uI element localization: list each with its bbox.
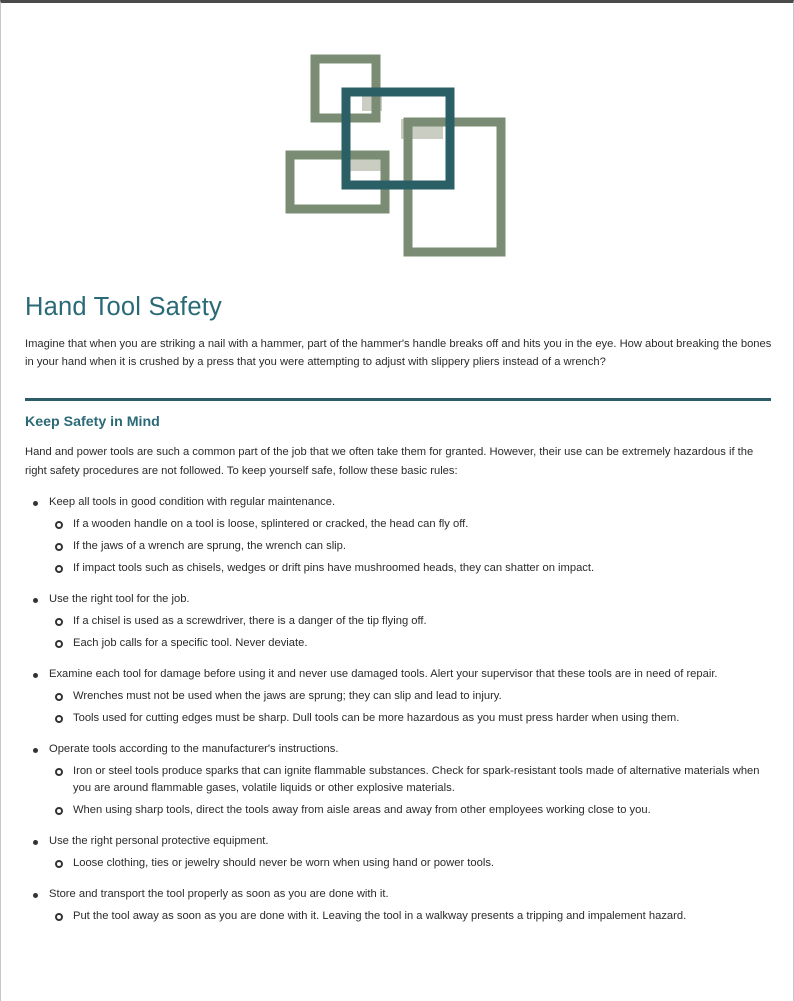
- sub-item-text: If impact tools such as chisels, wedges or drift pins have mushroomed heads, they can shatter on impact.: [73, 562, 595, 574]
- hollow-bullet-icon: [55, 618, 63, 626]
- rule-item: [25, 591, 775, 652]
- hollow-bullet-icon: [55, 543, 63, 551]
- sub-item: [49, 635, 775, 652]
- sub-list: [49, 688, 775, 727]
- sub-list: [49, 908, 775, 925]
- rule-text: Examine each tool for damage before using it and never use damaged tools. Alert your supervisor that these tools are in need of repair.: [49, 668, 718, 680]
- rule-item: [25, 741, 775, 819]
- sub-item-text: Loose clothing, ties or jewelry should never be worn when using hand or power tools.: [73, 857, 495, 869]
- rule-text: Store and transport the tool properly as soon as you are done with it.: [49, 888, 389, 900]
- section-divider: [25, 398, 771, 401]
- bullet-icon: [33, 598, 38, 603]
- rule-item: [25, 666, 775, 727]
- sub-item: [49, 538, 775, 555]
- bullet-icon: [33, 893, 38, 898]
- bullet-icon: [33, 840, 38, 845]
- section-heading: Keep Safety in Mind: [25, 414, 160, 430]
- sub-item-text: If a wooden handle on a tool is loose, splintered or cracked, the head can fly off.: [73, 518, 469, 530]
- sub-item-text: Each job calls for a specific tool. Never deviate.: [73, 637, 308, 649]
- bullet-icon: [33, 748, 38, 753]
- hollow-bullet-icon: [55, 640, 63, 648]
- hollow-bullet-icon: [55, 693, 63, 701]
- bullet-icon: [33, 673, 38, 678]
- sub-list: [49, 516, 775, 577]
- rule-item: [25, 833, 775, 872]
- sub-item-text: When using sharp tools, direct the tools away from aisle areas and away from other employees working close to you.: [73, 804, 651, 816]
- sub-item: [49, 516, 775, 533]
- rule-text: Use the right personal protective equipment.: [49, 835, 269, 847]
- page-title: Hand Tool Safety: [25, 293, 222, 321]
- hollow-bullet-icon: [55, 565, 63, 573]
- hollow-bullet-icon: [55, 768, 63, 776]
- intro-paragraph: Imagine that when you are striking a nail with a hammer, part of the hammer's handle breaks off and hits you in the eye. How about breaking the bones in your hand when it is crushed by a press that you were attempting to adjust with slippery pliers instead of a wrench?: [25, 338, 772, 368]
- hollow-bullet-icon: [55, 860, 63, 868]
- sub-item: [49, 613, 775, 630]
- hollow-bullet-icon: [55, 807, 63, 815]
- sub-list: [49, 855, 775, 872]
- sub-item-text: If the jaws of a wrench are sprung, the wrench can slip.: [73, 540, 346, 552]
- sub-item-text: Tools used for cutting edges must be sharp. Dull tools can be more hazardous as you must press harder when using them.: [73, 712, 680, 724]
- sub-item: [49, 560, 775, 577]
- sub-item: [49, 710, 775, 727]
- sub-item: [49, 763, 775, 797]
- sub-item-text: Iron or steel tools produce sparks that can ignite flammable substances. Check for spark-resistant tools made of alternative materials when you are around flammable gases, volatile liquids or other explosive materials.: [73, 765, 760, 794]
- hollow-bullet-icon: [55, 521, 63, 529]
- rule-text: Keep all tools in good condition with regular maintenance.: [49, 496, 336, 508]
- interlocking-squares-logo: [284, 51, 506, 257]
- hollow-bullet-icon: [55, 913, 63, 921]
- sub-item-text: Wrenches must not be used when the jaws are sprung; they can slip and lead to injury.: [73, 690, 502, 702]
- sub-item: [49, 802, 775, 819]
- rule-text: Use the right tool for the job.: [49, 593, 190, 605]
- rule-item: [25, 886, 775, 925]
- sub-item: [49, 908, 775, 925]
- hollow-bullet-icon: [55, 715, 63, 723]
- sub-list: [49, 763, 775, 819]
- sub-item-text: Put the tool away as soon as you are done with it. Leaving the tool in a walkway presents a tripping and impalement hazard.: [73, 910, 687, 922]
- safety-rules-list: [25, 494, 775, 939]
- rule-text: Operate tools according to the manufacturer's instructions.: [49, 743, 339, 755]
- sub-item: [49, 855, 775, 872]
- bullet-icon: [33, 501, 38, 506]
- sub-item: [49, 688, 775, 705]
- rule-item: [25, 494, 775, 577]
- sub-item-text: If a chisel is used as a screwdriver, there is a danger of the tip flying off.: [73, 615, 427, 627]
- section-intro-paragraph: Hand and power tools are such a common part of the job that we often take them for granted. However, their use can be extremely hazardous if the right safety procedures are not followed. To keep yourself safe, follow these basic rules:: [25, 446, 754, 477]
- sub-list: [49, 613, 775, 652]
